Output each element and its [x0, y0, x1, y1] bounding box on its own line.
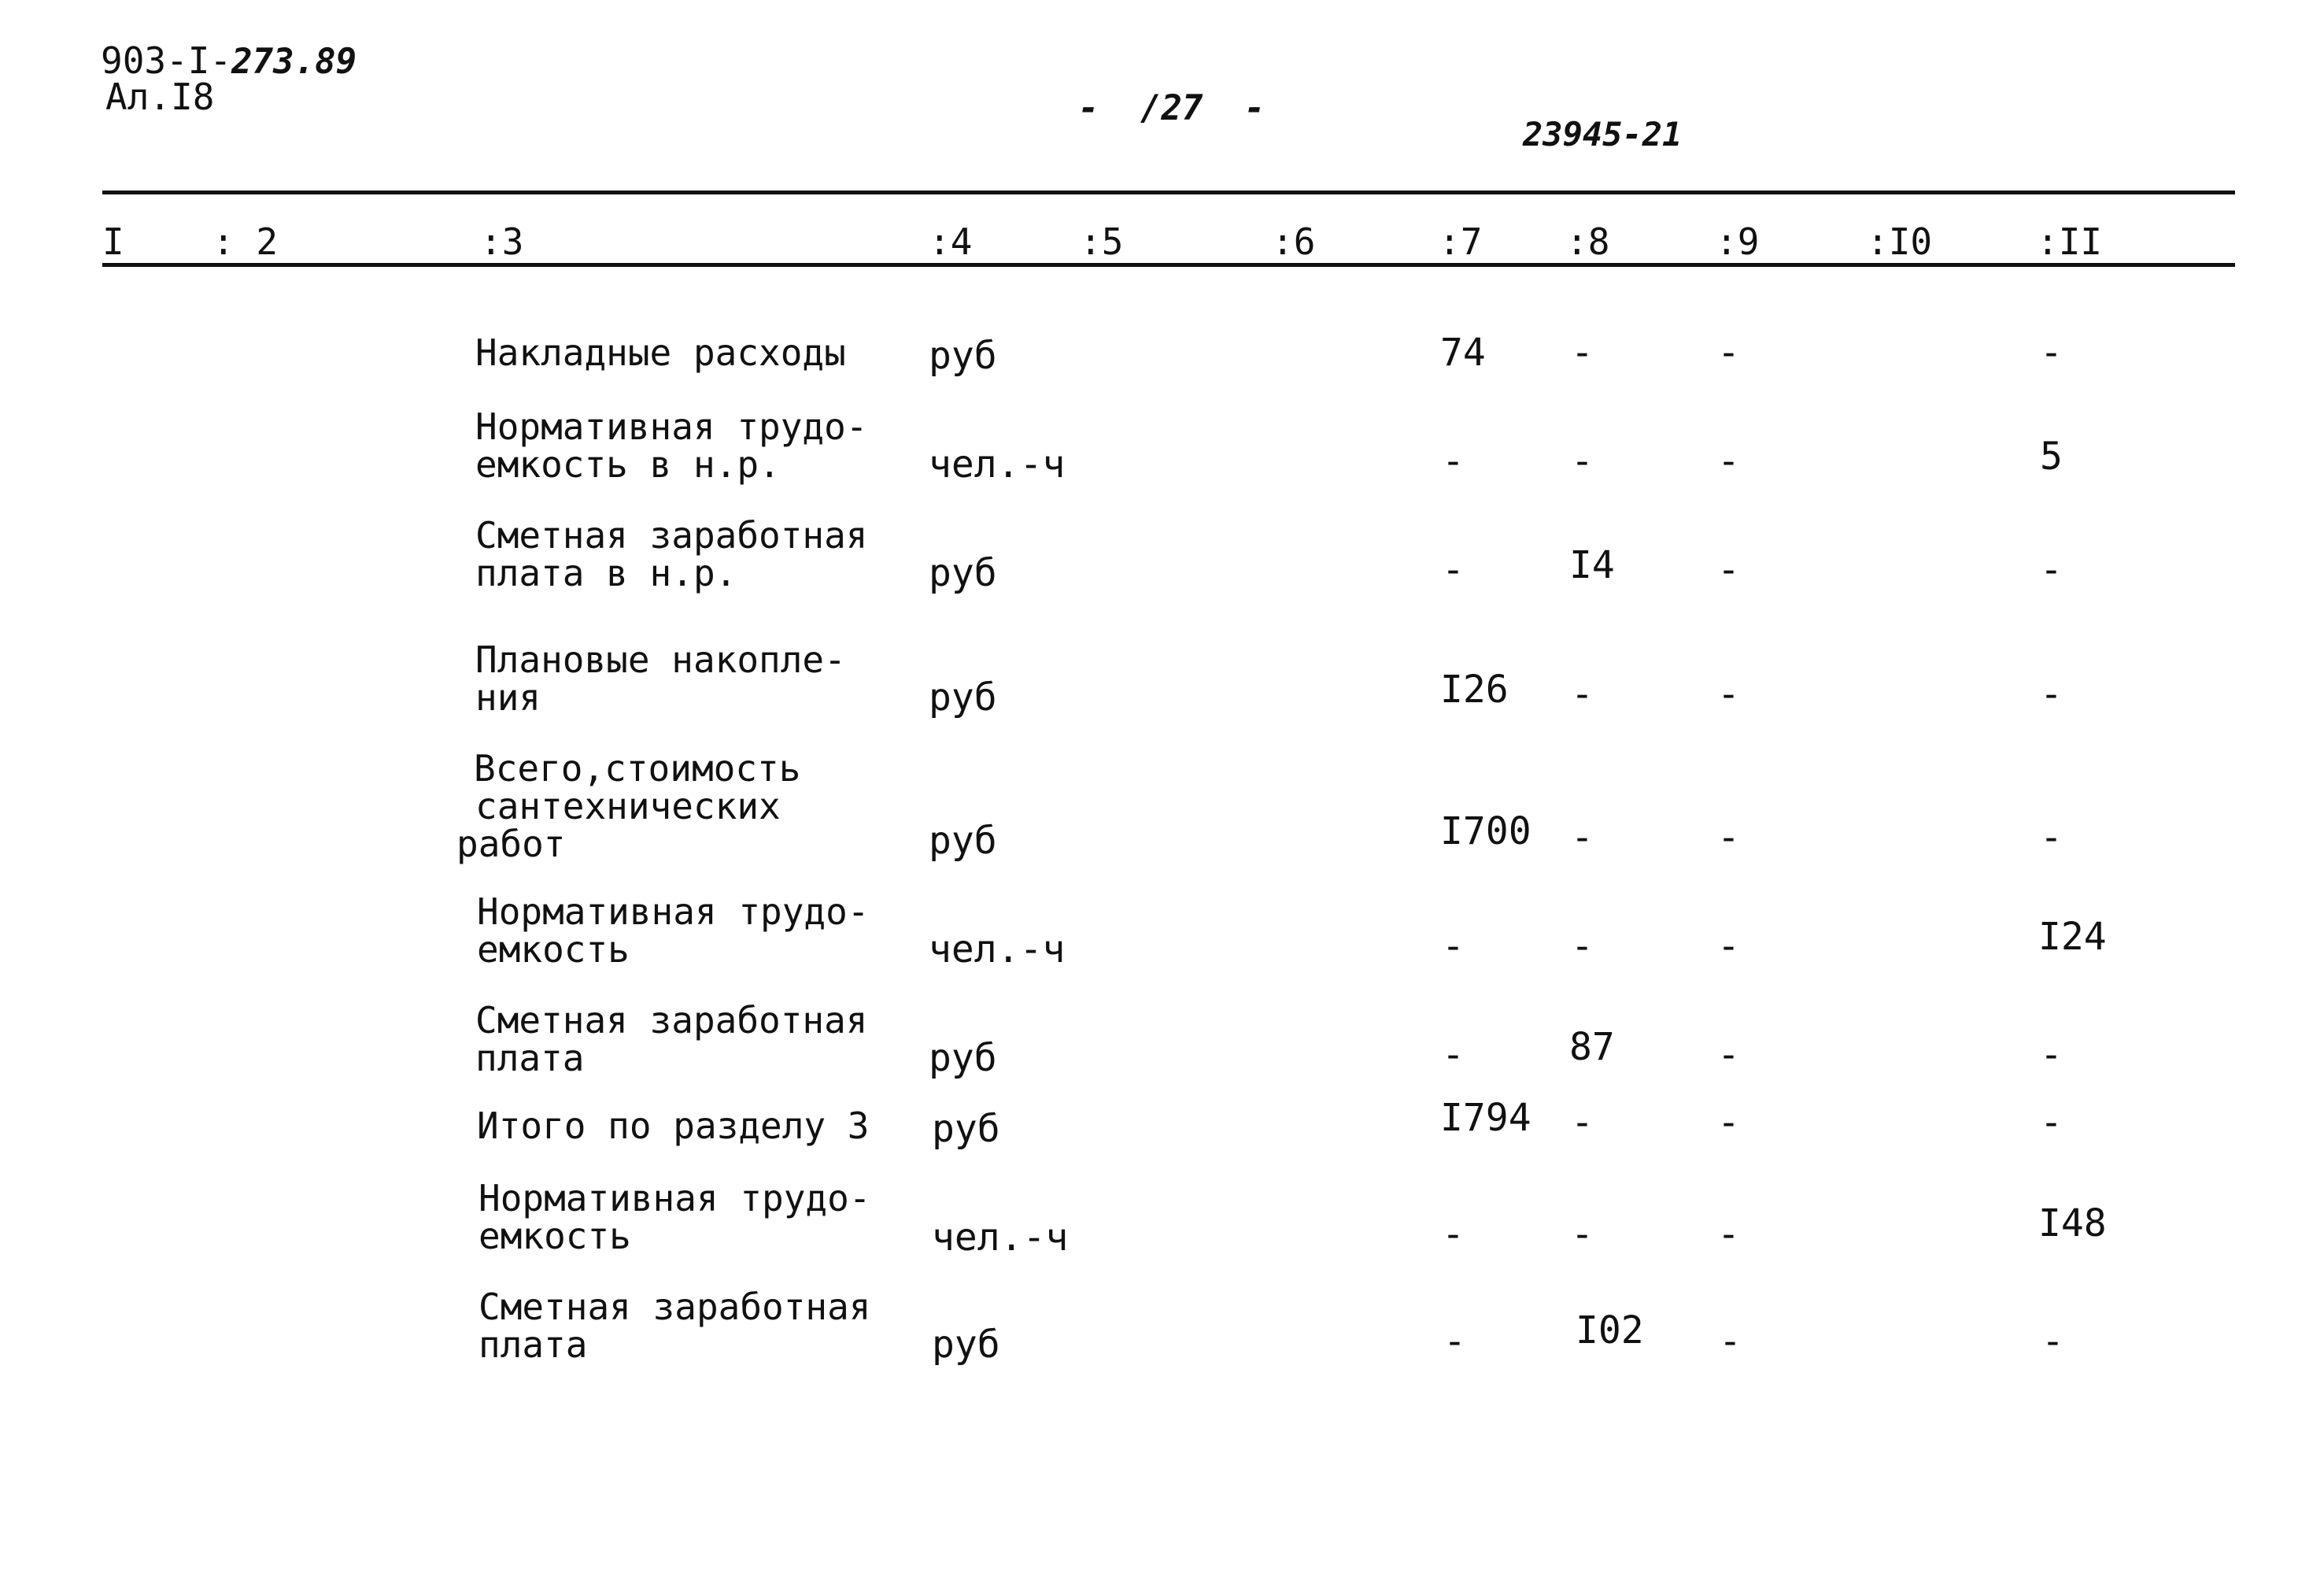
row-description — [478, 1288, 871, 1364]
row-col8: - — [1571, 439, 1594, 483]
description-line: Плановые накопле- — [475, 638, 846, 681]
row-description — [475, 331, 846, 374]
row-col8: - — [1571, 924, 1594, 968]
row-col7: - — [1443, 1319, 1466, 1364]
row-col7: I794 — [1440, 1096, 1531, 1140]
row-unit: руб — [929, 551, 997, 595]
description-line: Нормативная трудо- — [477, 890, 870, 933]
col-header-6: :6 — [1272, 220, 1316, 263]
page-number: - /27 - — [1078, 88, 1265, 128]
row-col11: - — [2040, 548, 2063, 592]
col-header-4: :4 — [929, 220, 973, 263]
row-unit: руб — [932, 1107, 1000, 1151]
row-col9: - — [1717, 331, 1740, 375]
row-unit: руб — [929, 334, 997, 378]
description-line: Нормативная трудо- — [475, 405, 868, 448]
description-line: Сметная заработная — [475, 514, 868, 557]
row-col9: - — [1717, 672, 1740, 716]
document-code-handwritten: 273.89 — [231, 42, 357, 82]
row-col9: - — [1717, 548, 1740, 592]
col-header-1: I — [102, 220, 124, 263]
row-col9: - — [1717, 1033, 1740, 1077]
document-code — [101, 39, 357, 82]
description-line: ния — [475, 676, 541, 719]
row-col11: - — [2040, 331, 2063, 375]
row-col8: - — [1571, 1101, 1594, 1145]
row-description — [478, 1179, 871, 1255]
row-unit: руб — [929, 675, 997, 720]
row-col9: - — [1717, 1101, 1740, 1145]
table-header-rule — [102, 263, 2235, 267]
col-header-11: :II — [2037, 220, 2103, 263]
row-col7: - — [1442, 1033, 1465, 1077]
description-line: Всего,стоимость — [474, 747, 801, 790]
row-col11: - — [2040, 1033, 2063, 1077]
row-col7: - — [1442, 439, 1465, 483]
description-line: плата — [478, 1323, 588, 1366]
description-line: емкость — [477, 928, 630, 971]
archive-number: 23945-21 — [1523, 115, 1683, 154]
row-col9: - — [1717, 924, 1740, 968]
row-col11: - — [2040, 672, 2063, 716]
row-description — [475, 638, 846, 719]
row-unit: чел.-ч — [929, 927, 1066, 971]
document-code-prefix: 903-I- — [101, 39, 232, 82]
description-line: Итого по разделу 3 — [477, 1105, 870, 1147]
row-description — [475, 1001, 868, 1077]
row-col8: - — [1571, 331, 1594, 375]
col-header-9: :9 — [1716, 220, 1760, 263]
row-col8: I4 — [1569, 543, 1615, 587]
row-unit: руб — [929, 1036, 997, 1080]
row-description — [477, 1107, 870, 1145]
row-col7: - — [1442, 548, 1465, 592]
row-description — [477, 890, 870, 971]
row-unit: руб — [929, 819, 997, 863]
col-header-10: :I0 — [1867, 220, 1933, 263]
row-col11: I48 — [2038, 1201, 2107, 1245]
row-col11: I24 — [2038, 915, 2107, 959]
col-header-2: : 2 — [212, 220, 279, 263]
row-col7: I26 — [1440, 668, 1509, 712]
col-header-7: :7 — [1439, 220, 1483, 263]
row-unit: чел.-ч — [929, 442, 1066, 487]
description-line: Сметная заработная — [478, 1286, 871, 1328]
col-header-8: :8 — [1566, 220, 1610, 263]
row-col8: - — [1571, 816, 1594, 860]
row-col8: I02 — [1576, 1308, 1644, 1352]
sheet-label: Ал.I8 — [105, 76, 215, 118]
row-col7: I700 — [1440, 809, 1531, 853]
row-col11: - — [2041, 1319, 2064, 1364]
description-line: емкость — [478, 1215, 631, 1257]
row-col8: - — [1571, 672, 1594, 716]
row-description — [475, 405, 868, 486]
description-line: Нормативная трудо- — [478, 1177, 871, 1219]
row-col9: - — [1719, 1319, 1742, 1364]
col-header-3: :3 — [480, 220, 524, 263]
row-col7: - — [1442, 924, 1465, 968]
description-line: плата — [475, 1037, 585, 1079]
row-col7: 74 — [1440, 331, 1486, 375]
row-col9: - — [1717, 1212, 1740, 1256]
row-col11: - — [2040, 816, 2063, 860]
table-top-rule — [102, 191, 2235, 194]
col-header-5: :5 — [1080, 220, 1124, 263]
row-description — [456, 749, 800, 863]
row-col9: - — [1717, 816, 1740, 860]
row-col7: - — [1442, 1212, 1465, 1256]
row-col11: 5 — [2040, 435, 2063, 479]
row-unit: руб — [932, 1323, 1000, 1367]
description-line: емкость в н.р. — [475, 443, 781, 486]
description-line: сантехнических — [475, 785, 781, 827]
row-col8: - — [1571, 1212, 1594, 1256]
row-unit: чел.-ч — [932, 1216, 1069, 1260]
description-line: Накладные расходы — [475, 331, 846, 374]
row-col9: - — [1717, 439, 1740, 483]
description-line: плата в н.р. — [475, 552, 737, 594]
row-col11: - — [2040, 1101, 2063, 1145]
row-description — [475, 516, 868, 592]
row-col8: 87 — [1569, 1025, 1615, 1069]
description-line: Сметная заработная — [475, 999, 868, 1042]
description-line: работ — [456, 823, 566, 865]
